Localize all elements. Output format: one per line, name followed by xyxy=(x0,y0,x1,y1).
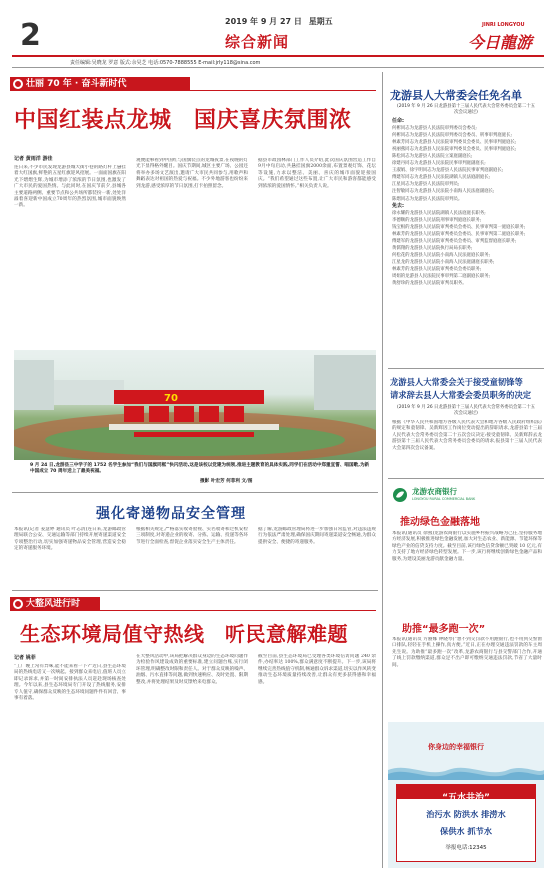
help-body: 本报讯(通讯员 方丽娜 钟晓琴)“想不到交罚款不用跑银行,也不用到交警窗口排队,轻轻在手机上操作,真方便。”近日,正在办理交通违法罚款的车主周先生说。为助推“最多跑一次”改革,龙游农商银行与县交警部门合作,开通了线上罚款缴纳渠道,群众足不出户即可缴纳交通违法罚款,节省了大量时间。 xyxy=(392,637,542,668)
list-item: 林素芳同志为龙游县人民法院审判委员会委员、民事审判庭庭长; xyxy=(392,140,517,146)
env-headline: 生态环境局值守热线 听民意解难题 xyxy=(20,622,348,646)
list-item: 徐建丹同志为龙游县人民法院民事审判庭副庭长; xyxy=(392,161,486,167)
ad-box xyxy=(396,784,536,862)
feature-photo xyxy=(14,350,376,460)
list-item: 林素芳的龙游县人民法院审判委员会委员职务; xyxy=(392,266,482,272)
ad-water-icon xyxy=(388,756,544,780)
env-column-2: 在大整风活动中,该局把解决群众身边的生态环境问题作为检验作风建设成效的重要标准,建立问题台账,实行闭环管理,明确整改时限和责任人。对于群众反映的噪声、油烟、污水直排等问题,做到快速响应、及时处置、限期整改,并将处理结果及时反馈给来电群众。 xyxy=(136,654,248,685)
list-item: 徐永耀的龙游县人民法院湖镇人民法庭庭长职务; xyxy=(392,210,486,216)
feature-banner-rule xyxy=(190,90,376,91)
flag-formation-image xyxy=(14,350,376,460)
ad-box-title-bar xyxy=(397,785,535,803)
safety-column-1: 本报讯(记者 姜慧婷 通讯员 叶志清)连日来,龙游邮政管理局联合公安、交通运输等部门持续开展寄递渠道安全专项整治行动,切实加强寄递物品安全管理,营造安全稳定的寄递服务环境。 xyxy=(14,527,126,552)
list-item: 江星龙的龙游县人民法院小南海人民法庭副庭长职务; xyxy=(392,259,495,265)
feature-banner-text: 壮丽 70 年 · 奋斗新时代 xyxy=(26,79,127,89)
svg-text:70: 70 xyxy=(164,393,178,404)
list-item: 何彬同志为龙游县人民法院审判委员会委员、刑事审判庭庭长; xyxy=(392,133,513,139)
banner-circle-icon xyxy=(13,599,23,609)
paper-logo: 今日龍游 xyxy=(468,33,533,52)
bank-leaf-icon xyxy=(392,487,408,503)
list-item: 林素芳的龙游县人民法院审判委员会委员、民事审判第二庭庭长职务; xyxy=(392,231,526,237)
ad-row-2: 保供水 抓节水 xyxy=(440,826,492,836)
resignation-headline-1: 龙游县人大常委会关于接受童韧锋等 xyxy=(390,377,523,387)
paper-pinyin: JINRI LONGYOU xyxy=(482,22,525,28)
list-item: 陈熠同志为龙游县人民法院审判员。 xyxy=(392,196,463,202)
editor-line: 责任编辑:吴晓龙 罗意 版式:余昊芝 电话:0570-7888555 E-mail:jrly118@sina.com xyxy=(70,60,261,66)
column-divider xyxy=(382,72,383,868)
appointment-section-title: 免去: xyxy=(392,202,404,209)
bank-logo-en: LONGYOU RURAL COMMERCIAL BANK xyxy=(412,497,476,501)
page-number: 2 xyxy=(20,18,41,53)
masthead-rule xyxy=(12,55,544,57)
date-text: 2019 年 9 月 27 日 xyxy=(225,17,302,26)
ad-box-title: “五水共治” xyxy=(442,793,490,803)
feature-column-3: 据县市政园林部门工作人员介绍,此次国庆氛围营造工作自9月中旬启动,共悬挂国旗2000余面,布置景观灯饰、花坛等设施,力求以整洁、美丽、喜庆的城市面貌迎接国庆。“我们希望通过这些布置,让广大市民和游客都能感受到浓浓的爱国情怀。”相关负责人说。 xyxy=(258,158,376,189)
help-headline: 助推“最多跑一次” xyxy=(402,624,486,635)
feature-column-2: 观便能够看到中国红与国旗装点的龙城夜景,在夜晚的灯光下显得格外醒目。国庆节期间,城区主要广场、公园还将举办多场文艺演出,邀请广大市民共同参与,用歌声和舞蹈表达对祖国的热爱与祝福。不少外地游客也纷纷来到龙游,感受浓厚的节日氛围,打卡拍照留念。 xyxy=(136,158,248,189)
issue-date xyxy=(225,16,333,27)
env-banner xyxy=(10,597,100,611)
list-item: 江星同志为龙游县人民法院审判员; xyxy=(392,182,460,188)
env-banner-text: 大整风进行时 xyxy=(26,599,81,609)
list-item: 王淑娟、徐宇明同志为龙游县人民法院民事审判庭副庭长; xyxy=(392,168,504,174)
ad-slogan: 你身边的幸福银行 xyxy=(428,743,484,751)
safety-headline: 强化寄递物品安全管理 xyxy=(96,506,246,522)
appointments-subtitle: (2019 年 9 月 26 日龙游县第十三届人民代表大会常务委员会第二十五次会议通过) xyxy=(396,104,535,115)
safety-bottom-rule xyxy=(12,590,378,591)
appointments-bottom-rule xyxy=(388,368,544,369)
resignation-subtitle: (2019 年 9 月 26 日龙游县第十三届人民代表大会常务委员会第二十五次会议通过) xyxy=(396,405,535,416)
list-item: 黄儒翔的龙游县人民法院执行局局长职务; xyxy=(392,245,473,251)
feature-headline: 中国红装点龙城 国庆喜庆氛围浓 xyxy=(14,108,352,133)
appointments-list xyxy=(392,118,542,287)
resignation-bottom-rule xyxy=(388,478,544,479)
list-item: 何松花的龙游县人民法院小南海人民法庭庭长职务; xyxy=(392,252,491,258)
env-column-3: 截至目前,县生态环境局已受理各类环境信访问题 240 余件,办结率达 100%,群众满意度不断提升。下一步,该局将继续完善热线值守机制,畅通群众诉求渠道,切实以作风转变推动生态环境质量持续改善,让群众有更多获得感和幸福感。 xyxy=(258,654,376,685)
section-title: 综合新闻 xyxy=(225,33,290,51)
resignation-body: 根据《中华人民共和国地方各级人民代表大会和地方各级人民政府组织法》的规定和童韧锋、吴新辉因工作岗位变动提出的辞职请求,龙游县第十三届人民代表大会常务委员会第二十五次会议决定:接受童韧锋、吴新辉辞去龙游县第十三届人民代表大会常务委员会委员的请求,报县第十三届人民代表大会第四次会议备案。 xyxy=(392,420,542,451)
bank-logo xyxy=(392,486,542,506)
list-item: 周娟的龙游县人民法院民事审判第二庭副庭长职务; xyxy=(392,274,491,280)
feature-column-1: 连日来,不少市民发现龙游县城大街小巷的路灯杆上悬挂着大红国旗,鲜艳的五星红旗迎风招展。一面面国旗在阳光下熠熠生辉,为城市增添了浓浓的节日氛围,也激发了广大市民的爱国热情。与此同时,在国庆节前夕,县城各主要道路两侧、重要节点和公共场所都装扮一新,处处洋溢着喜迎新中国成立70周年的热烈氛围,城市面貌焕然一新。 xyxy=(14,165,126,209)
list-item: 黄舒珍的龙游县人民法院审判员职务。 xyxy=(392,281,467,287)
bank-headline: 推动绿色金融落地 xyxy=(400,517,480,528)
list-item: 陈松同志为龙游县人民法院立案庭副庭长; xyxy=(392,154,473,160)
photo-caption: 9 月 24 日,龙游县三中学子的 1752 名学生参加“我们与国旗同框”快闪活动,这是该校以党建为统领,推进主题教育的具体实践,同学们在活动中郑重宣誓、唱国歌,为新中国成立 70 周年送上了最美祝福。 xyxy=(30,463,370,475)
list-item: 钱宝根的龙游县人民法院审判委员会委员、民事审判第一庭庭长职务; xyxy=(392,224,526,230)
env-banner-rule xyxy=(100,610,376,611)
ad-row-1: 治污水 防洪水 排涝水 xyxy=(426,809,506,819)
safety-column-2: 根据相关规定,严格落实收寄验视、实名收寄和过机安检三项制度,对寄递企业的收寄、分拣、运输、投递等各环节进行全面检查,督促企业落实安全生产主体责任。 xyxy=(136,527,248,545)
feature-bottom-rule xyxy=(12,492,378,493)
appointments-headline: 龙游县人大常委会任免名单 xyxy=(390,89,522,102)
env-byline: 记者 姚菲 xyxy=(14,655,36,661)
ad-hotline: 举报电话:12345 xyxy=(445,845,487,851)
list-item: 注智敏同志为龙游县人民法院小南海人民法庭副庭长; xyxy=(392,189,495,195)
feature-byline: 记者 黄雨洋 游佳 xyxy=(14,156,53,162)
list-item: 祝丽燕同志为龙游县人民法院审判委员会委员、民事审判庭庭长; xyxy=(392,147,517,153)
ad-panel xyxy=(388,722,544,868)
list-item: 傅建军同志为龙游县人民法院湖镇人民法庭副庭长; xyxy=(392,175,491,181)
masthead-rule-thin xyxy=(12,67,544,68)
photo-credit: 摄影 叶宏芳 何菲利 文/图 xyxy=(200,479,253,484)
list-item: 傅建军的龙游县人民法院审判委员会委员、审判监督庭庭长职务; xyxy=(392,238,517,244)
appointment-section-title: 任命: xyxy=(392,118,404,124)
bank-logo-name: 龙游农商银行 xyxy=(412,487,457,496)
weekday-text: 星期五 xyxy=(308,17,333,26)
bank-body: 本报讯(通讯员 徐燕)龙游农商银行以实施乡村振兴战略为己任,坚持服务地方经济发展,积极推进绿色金融发展,加大对生态农业、新能源、节能环保等绿色产业的信贷支持力度。截至目前,该行绿色信贷余额已突破 10 亿元,有力支持了地方经济绿色转型发展。下一步,该行将继续创新绿色金融产品和服务,为建设美丽龙游贡献金融力量。 xyxy=(392,531,542,562)
banner-circle-icon xyxy=(13,79,23,89)
list-item: 何彬同志为龙游县人民法院审判委员会委员; xyxy=(392,126,477,132)
feature-banner xyxy=(10,77,190,91)
resignation-headline-2: 请求辞去县人大常委会委员职务的决定 xyxy=(390,390,532,400)
safety-column-3: 据了解,龙游邮政管理局将进一步加强日常监管,对违法违规行为依法严肃处理,确保国庆期间寄递渠道安全畅通,为群众提供安全、便捷的寄递服务。 xyxy=(258,527,376,545)
list-item: 李德顺的龙游县人民法院刑事审判庭庭长职务; xyxy=(392,217,482,223)
env-column-1: “工厂晚上常有异味,能不能来看一下?”近日,县生态环境局的热线电话又一次响起。接到群众来电后,值班人员立即记录诉求,并第一时间安排执法人员赶赴现场核查处理。今年以来,县生态环境局专门开设了热线服务,安排专人值守,确保群众反映的生态环境问题件件有回音、事事有着落。 xyxy=(14,664,126,702)
